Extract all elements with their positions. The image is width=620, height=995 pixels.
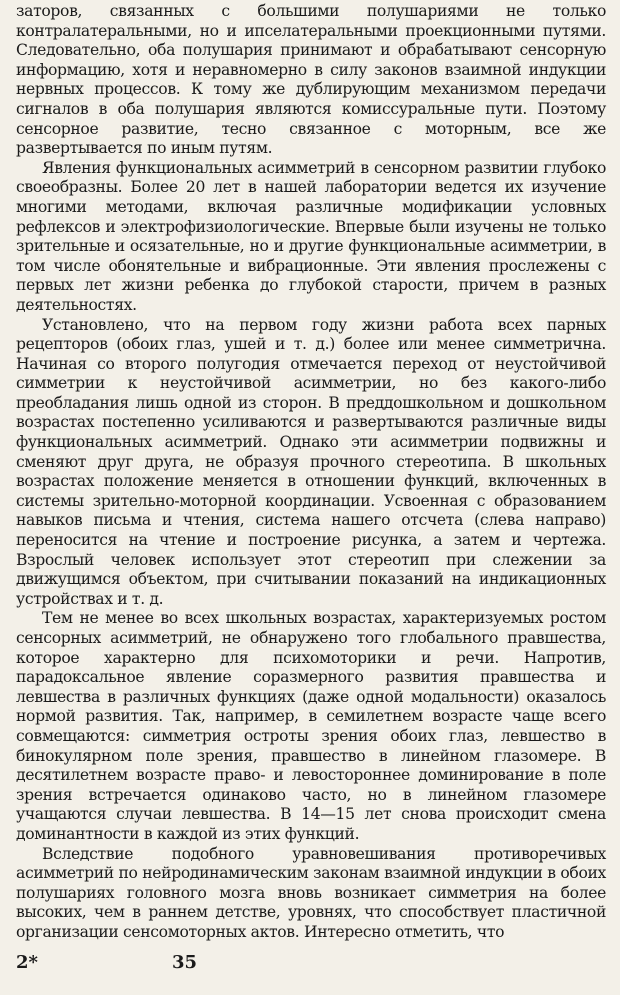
paragraph-4: Тем не менее во всех школьных возрастах, характеризуемых ростом сенсорных асимметрий, не обнаружено того глобального правшества, которое характерно для психомоторики и речи. Напротив, парадоксальное явление соразмерного развития правшества и левшества в различных функциях (даже одной модальности) оказалось нормой развития. Так, например, в семилетнем возрасте чаще всего совмещаются: симметрия остроты зрения обоих глаз, левшество в бинокулярном поле зрения, правшество в линейном глазомере. В десятилетнем возрасте право- и левостороннее доминирование в поле зрения встречается одинаково часто, но в линейном глазомере учащаются случаи левшества. В 14—15 лет снова происходит смена доминантности в каждой из этих функций.: [16, 609, 606, 843]
body-text: [16, 2, 606, 943]
paragraph-3: Установлено, что на первом году жизни работа всех парных рецепторов (обоих глаз, ушей и т. д.) более или менее симметрична. Начиная со второго полугодия отмечается переход от неустойчивой симметрии к неустойчивой асимметрии, но без какого-либо преобладания лишь одной из сторон. В преддошкольном и дошкольном возрастах постепенно усиливаются и развертываются различные виды функциональных асимметрий. Однако эти асимметрии подвижны и сменяют друг друга, не образуя прочного стереотипа. В школьных возрастах положение меняется в отношении функций, включенных в системы зрительно-моторной координации. Усвоенная с образованием навыков письма и чтения, система нашего отсчета (слева направо) переносится на чтение и построение рисунка, а затем и чертежа. Взрослый человек использует этот стереотип при слежении за движущимся объектом, при считывании показаний на индикационных устройствах и т. д.: [16, 315, 606, 608]
paragraph-1: заторов, связанных с большими полушариями не только контралатеральными, но и ипселатеральными проекционными путями. Следовательно, оба полушария принимают и обрабатывают сенсорную информацию, хотя и неравномерно в силу законов взаимной индукции нервных процессов. К тому же дублирующим механизмом передачи сигналов в оба полушария являются комиссуральные пути. Поэтому сенсорное развитие, тесно связанное с моторным, все же развертывается по иным путям.: [16, 2, 606, 158]
page-number: 35: [172, 952, 198, 973]
page-footer: [16, 952, 606, 976]
signature-mark: 2*: [16, 952, 38, 973]
paragraph-5: Вследствие подобного уравновешивания противоречивых асимметрий по нейродинамическим законам взаимной индукции в обоих полушариях головного мозга вновь возникает симметрия на более высоких, чем в раннем детстве, уровнях, что способствует пластичной организации сенсомоторных актов. Интересно отметить, что: [16, 844, 606, 941]
paragraph-2: Явления функциональных асимметрий в сенсорном развитии глубоко своеобразны. Более 20 лет в нашей лаборатории ведется их изучение многими методами, включая различные модификации условных рефлексов и электрофизиологические. Впервые были изучены не только зрительные и осязательные, но и другие функциональные асимметрии, в том числе обонятельные и вибрационные. Эти явления прослежены с первых лет жизни ребенка до глубокой старости, причем в разных деятельностях.: [16, 158, 606, 314]
